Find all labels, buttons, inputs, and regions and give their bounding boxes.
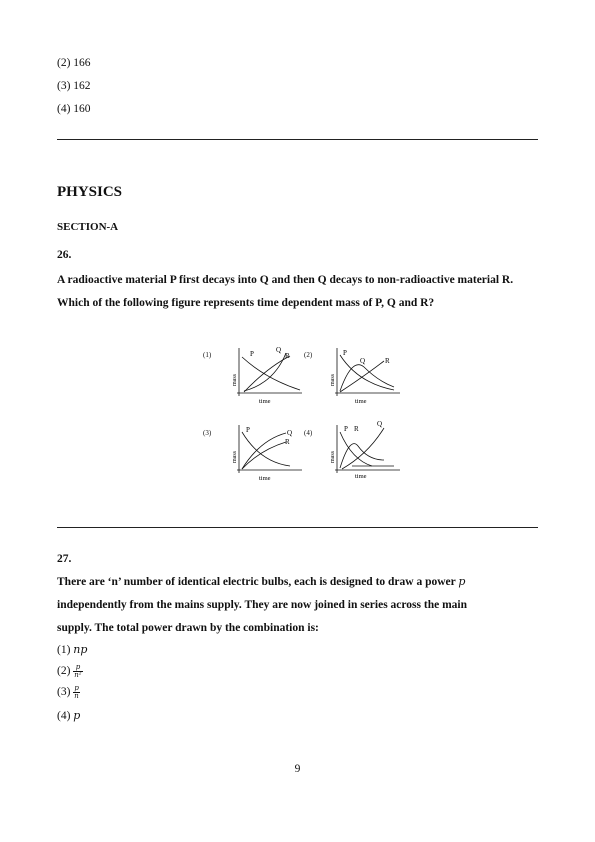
option-1-label: (1): [57, 644, 71, 656]
figure-3-curve-r: R: [285, 438, 290, 446]
figure-3-xlabel: time: [259, 475, 271, 482]
prev-option-2: (2) 166: [57, 57, 91, 69]
figure-3-curve-q: Q: [287, 429, 293, 437]
figure-1-curve-q: Q: [276, 346, 282, 354]
figure-4-xlabel: time: [355, 473, 367, 480]
question-26-text: A radioactive material P first decays into Q and then Q decays to non-radioactive material R. Which of the following figure represents time dependent mass of P, Q and R?: [57, 274, 514, 309]
figure-2-graph: [324, 343, 404, 407]
question-27-line-1-text: There are ‘n’ number of identical electric bulbs, each is designed to draw a power: [57, 576, 456, 588]
prev-option-4: (4) 160: [57, 103, 91, 115]
figure-2-ylabel: mass: [330, 374, 336, 386]
figure-4-curve-q: Q: [377, 420, 383, 428]
figure-4-graph: [324, 420, 404, 484]
option-2-numerator: p: [73, 664, 82, 672]
question-27-line-1: [57, 571, 542, 594]
figure-2-curve-r: R: [385, 357, 390, 365]
question-27-option-4: [57, 709, 80, 723]
divider: [57, 139, 538, 140]
figure-1-curve-r: R: [285, 352, 290, 360]
figure-4-curve-r: R: [354, 425, 359, 433]
question-27-number: 27.: [57, 553, 72, 565]
figure-2-curve-q: Q: [360, 357, 366, 365]
option-3-fraction: [73, 685, 80, 700]
figure-4-curve-p: P: [344, 425, 348, 433]
option-2-label: (2): [57, 665, 71, 678]
figure-2-label: (2): [304, 351, 313, 359]
figure-1-label: (1): [203, 351, 212, 359]
figure-4-label: (4): [304, 429, 313, 437]
option-3-numerator: p: [74, 684, 79, 692]
option-2-denominator: n²: [74, 671, 82, 679]
figure-1-curve-p: P: [250, 350, 254, 358]
option-3-denominator: n: [74, 692, 79, 700]
figure-3-label: (3): [203, 429, 212, 437]
figure-3-curve-p: P: [246, 426, 250, 434]
question-27-line-2: independently from the mains supply. They are now joined in series across the main: [57, 599, 467, 611]
page-number: 9: [294, 763, 301, 775]
figure-1-ylabel: mass: [232, 374, 238, 386]
prev-option-3: (3) 162: [57, 80, 91, 92]
figure-3-ylabel: mass: [232, 451, 238, 463]
question-27-option-2: [57, 664, 83, 679]
section-heading: SECTION-A: [57, 221, 119, 233]
power-symbol: p: [458, 575, 466, 588]
question-27-line-3: supply. The total power drawn by the combination is:: [57, 622, 319, 634]
divider: [57, 527, 538, 528]
figure-4-ylabel: mass: [330, 451, 336, 463]
question-26-number: 26.: [57, 249, 72, 261]
option-3-label: (3): [57, 686, 71, 699]
option-4-value: p: [73, 709, 81, 722]
option-2-fraction: [73, 664, 82, 679]
option-1-value: np: [73, 643, 88, 656]
figure-2-curve-p: P: [343, 349, 347, 357]
figure-1-graph: [226, 343, 306, 407]
option-4-label: (4): [57, 710, 71, 722]
figure-3-graph: [226, 420, 306, 484]
question-27-option-1: [57, 643, 87, 657]
question-27-option-3: [57, 685, 80, 700]
figure-1-xlabel: time: [259, 398, 271, 405]
figure-2-xlabel: time: [355, 398, 367, 405]
subject-heading: PHYSICS: [57, 184, 123, 200]
